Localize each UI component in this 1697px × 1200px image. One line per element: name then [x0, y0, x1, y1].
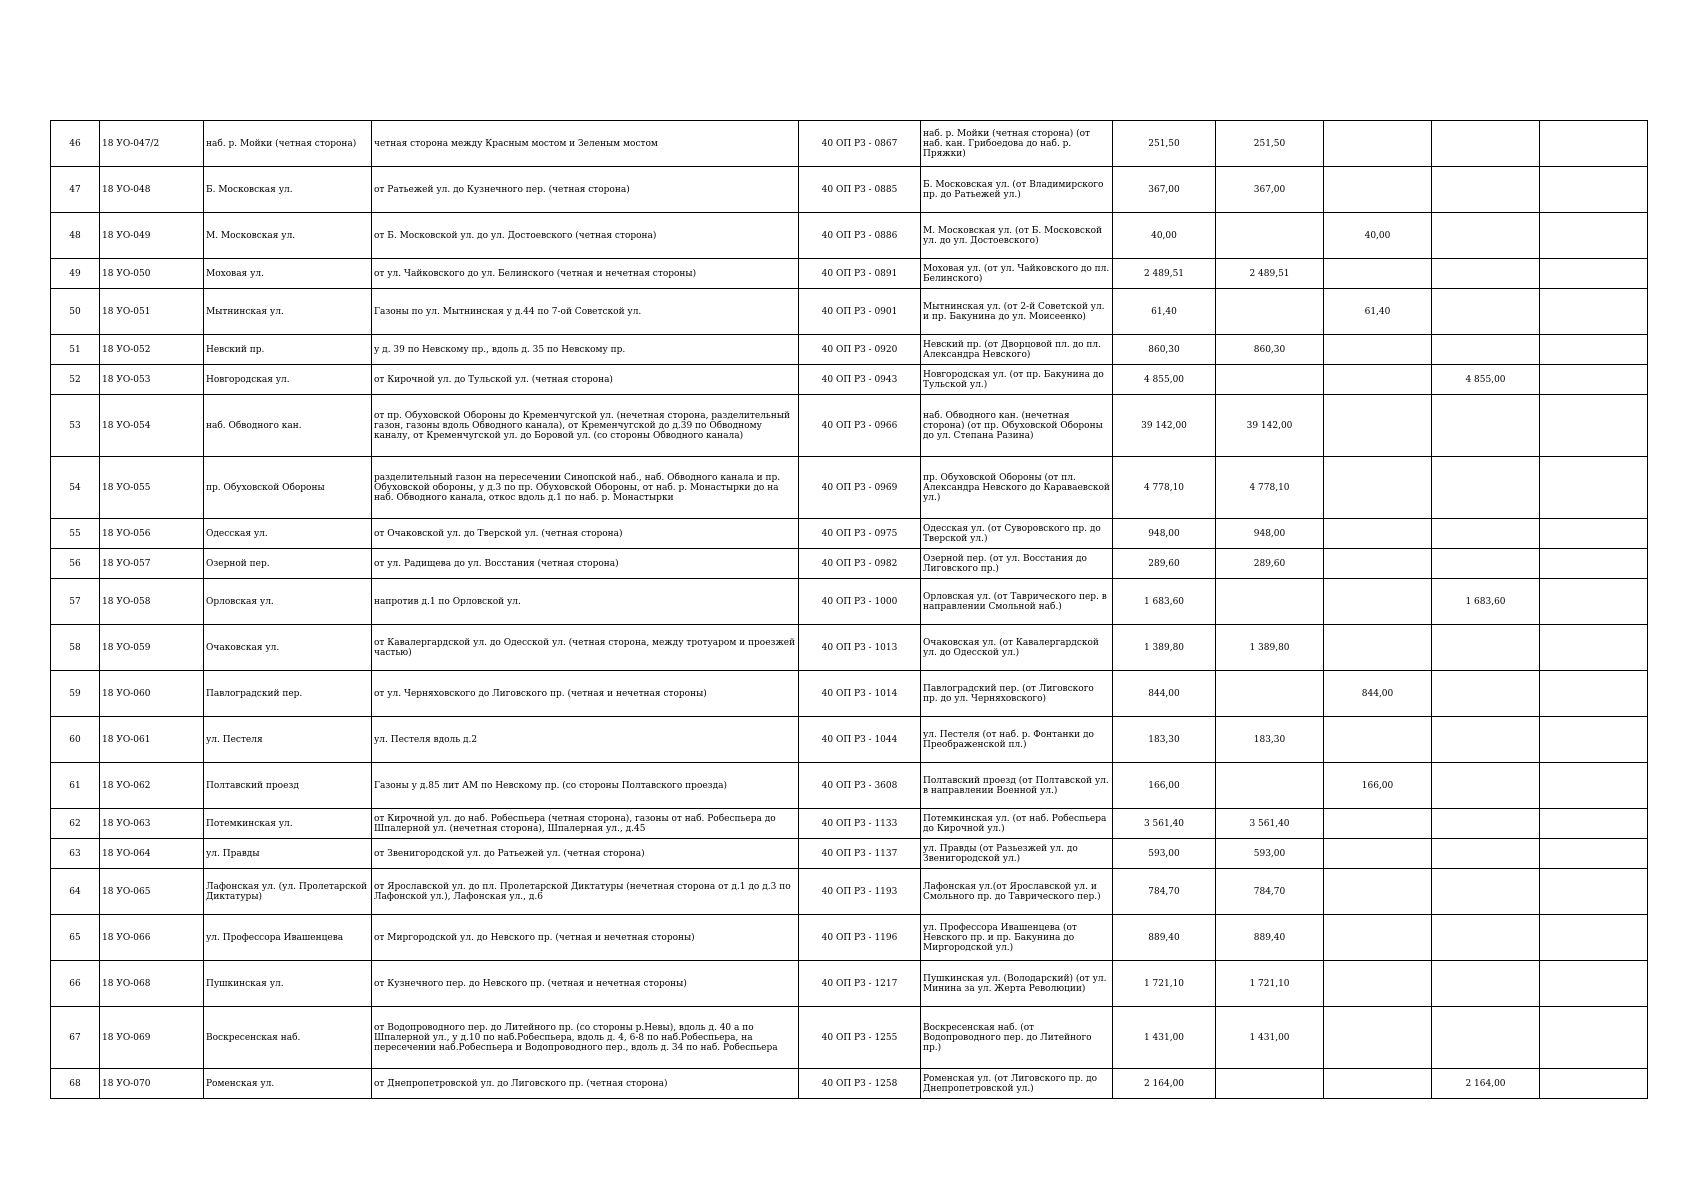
area-column-2-cell — [1324, 457, 1432, 519]
table-row — [51, 213, 1648, 259]
street-name-cell: Озерной пер. — [204, 549, 372, 579]
row-number-cell: 53 — [51, 395, 100, 457]
total-area-cell: 61,40 — [1113, 289, 1216, 335]
road-description-cell: Невский пр. (от Дворцовой пл. до пл. Александра Невского) — [921, 335, 1113, 365]
area-column-2-cell: 166,00 — [1324, 763, 1432, 809]
table-row — [51, 395, 1648, 457]
area-column-3-cell — [1432, 289, 1540, 335]
area-column-2-cell — [1324, 579, 1432, 625]
area-column-2-cell — [1324, 395, 1432, 457]
empty-column-cell — [1540, 1007, 1648, 1069]
table-row — [51, 961, 1648, 1007]
area-column-1-cell — [1216, 1069, 1324, 1099]
table-row — [51, 809, 1648, 839]
row-number-cell: 47 — [51, 167, 100, 213]
row-number-cell: 56 — [51, 549, 100, 579]
empty-column-cell — [1540, 839, 1648, 869]
total-area-cell: 784,70 — [1113, 869, 1216, 915]
object-code-cell: 18 УО-068 — [100, 961, 204, 1007]
row-number-cell: 58 — [51, 625, 100, 671]
object-code-cell: 18 УО-055 — [100, 457, 204, 519]
area-column-2-cell — [1324, 961, 1432, 1007]
empty-column-cell — [1540, 365, 1648, 395]
area-column-3-cell — [1432, 213, 1540, 259]
road-description-cell: Новгородская ул. (от пр. Бакунина до Тульской ул.) — [921, 365, 1113, 395]
street-name-cell: Мытнинская ул. — [204, 289, 372, 335]
street-name-cell: ул. Пестеля — [204, 717, 372, 763]
registry-number-cell: 40 ОП РЗ - 1196 — [799, 915, 921, 961]
location-description-cell: от Кавалергардской ул. до Одесской ул. (четная сторона, между тротуаром и проезжей частью) — [372, 625, 799, 671]
street-name-cell: М. Московская ул. — [204, 213, 372, 259]
row-number-cell: 57 — [51, 579, 100, 625]
table-row — [51, 167, 1648, 213]
area-column-1-cell: 860,30 — [1216, 335, 1324, 365]
registry-number-cell: 40 ОП РЗ - 1258 — [799, 1069, 921, 1099]
table-row — [51, 519, 1648, 549]
area-column-1-cell: 39 142,00 — [1216, 395, 1324, 457]
registry-number-cell: 40 ОП РЗ - 0920 — [799, 335, 921, 365]
empty-column-cell — [1540, 869, 1648, 915]
street-name-cell: Пушкинская ул. — [204, 961, 372, 1007]
area-column-3-cell — [1432, 839, 1540, 869]
street-name-cell: Потемкинская ул. — [204, 809, 372, 839]
table-row — [51, 549, 1648, 579]
total-area-cell: 1 683,60 — [1113, 579, 1216, 625]
empty-column-cell — [1540, 213, 1648, 259]
location-description-cell: от Кирочной ул. до Тульской ул. (четная сторона) — [372, 365, 799, 395]
location-description-cell: у д. 39 по Невскому пр., вдоль д. 35 по Невскому пр. — [372, 335, 799, 365]
location-description-cell: от ул. Черняховского до Лиговского пр. (четная и нечетная стороны) — [372, 671, 799, 717]
table-row — [51, 869, 1648, 915]
object-code-cell: 18 УО-058 — [100, 579, 204, 625]
registry-number-cell: 40 ОП РЗ - 0901 — [799, 289, 921, 335]
area-column-3-cell — [1432, 869, 1540, 915]
location-description-cell: разделительный газон на пересечении Синопской наб., наб. Обводного канала и пр. Обуховской обороны, у д.3 по пр. Обуховской Обороны, от наб. р. Монастырки до на наб. Обводного канала, откос вдоль д.1 по наб. р. Монастырки — [372, 457, 799, 519]
row-number-cell: 49 — [51, 259, 100, 289]
object-code-cell: 18 УО-059 — [100, 625, 204, 671]
empty-column-cell — [1540, 289, 1648, 335]
area-column-2-cell — [1324, 519, 1432, 549]
row-number-cell: 61 — [51, 763, 100, 809]
registry-number-cell: 40 ОП РЗ - 0891 — [799, 259, 921, 289]
road-description-cell: Одесская ул. (от Суворовского пр. до Тверской ул.) — [921, 519, 1113, 549]
road-description-cell: Озерной пер. (от ул. Восстания до Лиговского пр.) — [921, 549, 1113, 579]
registry-number-cell: 40 ОП РЗ - 0966 — [799, 395, 921, 457]
area-column-1-cell: 183,30 — [1216, 717, 1324, 763]
total-area-cell: 40,00 — [1113, 213, 1216, 259]
empty-column-cell — [1540, 519, 1648, 549]
empty-column-cell — [1540, 335, 1648, 365]
table-row — [51, 915, 1648, 961]
area-column-2-cell — [1324, 259, 1432, 289]
area-column-3-cell — [1432, 717, 1540, 763]
registry-number-cell: 40 ОП РЗ - 1014 — [799, 671, 921, 717]
empty-column-cell — [1540, 167, 1648, 213]
area-column-2-cell — [1324, 625, 1432, 671]
road-description-cell: Б. Московская ул. (от Владимирского пр. до Ратьежей ул.) — [921, 167, 1113, 213]
total-area-cell: 251,50 — [1113, 121, 1216, 167]
road-description-cell: Полтавский проезд (от Полтавской ул. в направлении Военной ул.) — [921, 763, 1113, 809]
road-description-cell: Пушкинская ул. (Володарский) (от ул. Минина за ул. Жерта Революции) — [921, 961, 1113, 1007]
empty-column-cell — [1540, 579, 1648, 625]
total-area-cell: 166,00 — [1113, 763, 1216, 809]
area-column-2-cell — [1324, 809, 1432, 839]
street-name-cell: Роменская ул. — [204, 1069, 372, 1099]
area-column-1-cell — [1216, 365, 1324, 395]
area-column-3-cell — [1432, 961, 1540, 1007]
area-column-3-cell — [1432, 121, 1540, 167]
row-number-cell: 51 — [51, 335, 100, 365]
area-column-3-cell — [1432, 625, 1540, 671]
area-column-3-cell — [1432, 259, 1540, 289]
location-description-cell: от Водопроводного пер. до Литейного пр. (со стороны р.Невы), вдоль д. 40 а по Шпалерной ул., у д.10 по наб.Робеспьера, вдоль д. 4, 6-8 по наб.Робеспьера, на пересечении наб.Робеспьера и Водопроводного пер., вдоль д. 34 по наб. Робеспьера — [372, 1007, 799, 1069]
empty-column-cell — [1540, 763, 1648, 809]
area-column-3-cell — [1432, 915, 1540, 961]
object-code-cell: 18 УО-054 — [100, 395, 204, 457]
area-column-2-cell — [1324, 869, 1432, 915]
registry-number-cell: 40 ОП РЗ - 1133 — [799, 809, 921, 839]
road-description-cell: Лафонская ул.(от Ярославской ул. и Смольного пр. до Таврического пер.) — [921, 869, 1113, 915]
street-name-cell: Лафонская ул. (ул. Пролетарской Диктатуры) — [204, 869, 372, 915]
street-name-cell: Новгородская ул. — [204, 365, 372, 395]
street-name-cell: ул. Профессора Ивашенцева — [204, 915, 372, 961]
object-code-cell: 18 УО-065 — [100, 869, 204, 915]
object-code-cell: 18 УО-066 — [100, 915, 204, 961]
area-column-2-cell: 844,00 — [1324, 671, 1432, 717]
total-area-cell: 2 489,51 — [1113, 259, 1216, 289]
table-row — [51, 1069, 1648, 1099]
object-code-cell: 18 УО-050 — [100, 259, 204, 289]
registry-number-cell: 40 ОП РЗ - 3608 — [799, 763, 921, 809]
empty-column-cell — [1540, 1069, 1648, 1099]
area-column-1-cell — [1216, 763, 1324, 809]
row-number-cell: 64 — [51, 869, 100, 915]
area-column-3-cell — [1432, 671, 1540, 717]
road-description-cell: Воскресенская наб. (от Водопроводного пер. до Литейного пр.) — [921, 1007, 1113, 1069]
row-number-cell: 60 — [51, 717, 100, 763]
empty-column-cell — [1540, 625, 1648, 671]
object-code-cell: 18 УО-057 — [100, 549, 204, 579]
empty-column-cell — [1540, 457, 1648, 519]
registry-number-cell: 40 ОП РЗ - 0867 — [799, 121, 921, 167]
area-column-2-cell — [1324, 549, 1432, 579]
area-column-2-cell: 61,40 — [1324, 289, 1432, 335]
object-code-cell: 18 УО-063 — [100, 809, 204, 839]
road-description-cell: Роменская ул. (от Лиговского пр. до Днепропетровской ул.) — [921, 1069, 1113, 1099]
area-column-1-cell: 289,60 — [1216, 549, 1324, 579]
empty-column-cell — [1540, 259, 1648, 289]
area-column-1-cell: 1 431,00 — [1216, 1007, 1324, 1069]
street-name-cell: пр. Обуховской Обороны — [204, 457, 372, 519]
street-name-cell: Орловская ул. — [204, 579, 372, 625]
table-row — [51, 717, 1648, 763]
total-area-cell: 860,30 — [1113, 335, 1216, 365]
registry-number-cell: 40 ОП РЗ - 0943 — [799, 365, 921, 395]
object-code-cell: 18 УО-060 — [100, 671, 204, 717]
empty-column-cell — [1540, 809, 1648, 839]
location-description-cell: от Миргородской ул. до Невского пр. (четная и нечетная стороны) — [372, 915, 799, 961]
table-row — [51, 625, 1648, 671]
empty-column-cell — [1540, 717, 1648, 763]
registry-number-cell: 40 ОП РЗ - 1255 — [799, 1007, 921, 1069]
registry-table-body — [51, 121, 1648, 1099]
area-column-1-cell: 948,00 — [1216, 519, 1324, 549]
area-column-1-cell: 1 389,80 — [1216, 625, 1324, 671]
empty-column-cell — [1540, 961, 1648, 1007]
area-column-1-cell: 251,50 — [1216, 121, 1324, 167]
area-column-3-cell — [1432, 457, 1540, 519]
registry-number-cell: 40 ОП РЗ - 1137 — [799, 839, 921, 869]
location-description-cell: от Очаковской ул. до Тверской ул. (четная сторона) — [372, 519, 799, 549]
total-area-cell: 183,30 — [1113, 717, 1216, 763]
area-column-2-cell: 40,00 — [1324, 213, 1432, 259]
registry-number-cell: 40 ОП РЗ - 1044 — [799, 717, 921, 763]
row-number-cell: 52 — [51, 365, 100, 395]
row-number-cell: 67 — [51, 1007, 100, 1069]
row-number-cell: 62 — [51, 809, 100, 839]
total-area-cell: 1 431,00 — [1113, 1007, 1216, 1069]
area-column-1-cell: 367,00 — [1216, 167, 1324, 213]
registry-number-cell: 40 ОП РЗ - 1000 — [799, 579, 921, 625]
street-name-cell: Павлоградский пер. — [204, 671, 372, 717]
road-description-cell: М. Московская ул. (от Б. Московской ул. до ул. Достоевского) — [921, 213, 1113, 259]
empty-column-cell — [1540, 121, 1648, 167]
road-description-cell: Очаковская ул. (от Кавалергардской ул. до Одесской ул.) — [921, 625, 1113, 671]
street-name-cell: Воскресенская наб. — [204, 1007, 372, 1069]
total-area-cell: 948,00 — [1113, 519, 1216, 549]
empty-column-cell — [1540, 671, 1648, 717]
total-area-cell: 593,00 — [1113, 839, 1216, 869]
table-row — [51, 839, 1648, 869]
table-row — [51, 579, 1648, 625]
registry-number-cell: 40 ОП РЗ - 1013 — [799, 625, 921, 671]
empty-column-cell — [1540, 549, 1648, 579]
area-column-1-cell — [1216, 579, 1324, 625]
object-code-cell: 18 УО-049 — [100, 213, 204, 259]
total-area-cell: 889,40 — [1113, 915, 1216, 961]
table-row — [51, 457, 1648, 519]
registry-number-cell: 40 ОП РЗ - 0885 — [799, 167, 921, 213]
registry-table — [50, 120, 1648, 1099]
row-number-cell: 55 — [51, 519, 100, 549]
street-name-cell: Невский пр. — [204, 335, 372, 365]
table-row — [51, 671, 1648, 717]
location-description-cell: от ул. Радищева до ул. Восстания (четная сторона) — [372, 549, 799, 579]
total-area-cell: 3 561,40 — [1113, 809, 1216, 839]
location-description-cell: от Кирочной ул. до наб. Робеспьера (четная сторона), газоны от наб. Робеспьера до Шпалерной ул. (нечетная сторона), Шпалерная ул., д.45 — [372, 809, 799, 839]
registry-number-cell: 40 ОП РЗ - 1217 — [799, 961, 921, 1007]
row-number-cell: 54 — [51, 457, 100, 519]
row-number-cell: 46 — [51, 121, 100, 167]
object-code-cell: 18 УО-069 — [100, 1007, 204, 1069]
area-column-1-cell: 784,70 — [1216, 869, 1324, 915]
row-number-cell: 59 — [51, 671, 100, 717]
location-description-cell: от Ратьежей ул. до Кузнечного пер. (четная сторона) — [372, 167, 799, 213]
road-description-cell: пр. Обуховской Обороны (от пл. Александра Невского до Каравaевской ул.) — [921, 457, 1113, 519]
object-code-cell: 18 УО-053 — [100, 365, 204, 395]
total-area-cell: 39 142,00 — [1113, 395, 1216, 457]
table-row — [51, 289, 1648, 335]
street-name-cell: наб. р. Мойки (четная сторона) — [204, 121, 372, 167]
empty-column-cell — [1540, 915, 1648, 961]
road-description-cell: Мытнинская ул. (от 2-й Советской ул. и пр. Бакунина до ул. Моисеенко) — [921, 289, 1113, 335]
location-description-cell: от ул. Чайковского до ул. Белинского (четная и нечетная стороны) — [372, 259, 799, 289]
location-description-cell: Газоны у д.85 лит АМ по Невскому пр. (со стороны Полтавского проезда) — [372, 763, 799, 809]
total-area-cell: 4 778,10 — [1113, 457, 1216, 519]
object-code-cell: 18 УО-047/2 — [100, 121, 204, 167]
object-code-cell: 18 УО-061 — [100, 717, 204, 763]
row-number-cell: 50 — [51, 289, 100, 335]
table-row — [51, 121, 1648, 167]
area-column-1-cell: 4 778,10 — [1216, 457, 1324, 519]
total-area-cell: 289,60 — [1113, 549, 1216, 579]
street-name-cell: Очаковская ул. — [204, 625, 372, 671]
area-column-2-cell — [1324, 1069, 1432, 1099]
registry-number-cell: 40 ОП РЗ - 0886 — [799, 213, 921, 259]
road-description-cell: ул. Правды (от Разьезжей ул. до Звенигородской ул.) — [921, 839, 1113, 869]
row-number-cell: 65 — [51, 915, 100, 961]
area-column-3-cell — [1432, 549, 1540, 579]
registry-number-cell: 40 ОП РЗ - 0975 — [799, 519, 921, 549]
road-description-cell: наб. р. Мойки (четная сторона) (от наб. кан. Грибоедова до наб. р. Пряжки) — [921, 121, 1113, 167]
area-column-3-cell — [1432, 1007, 1540, 1069]
area-column-3-cell — [1432, 167, 1540, 213]
empty-column-cell — [1540, 395, 1648, 457]
location-description-cell: от Звенигородской ул. до Ратьежей ул. (четная сторона) — [372, 839, 799, 869]
street-name-cell: наб. Обводного кан. — [204, 395, 372, 457]
area-column-1-cell — [1216, 671, 1324, 717]
area-column-1-cell — [1216, 213, 1324, 259]
table-row — [51, 259, 1648, 289]
table-row — [51, 365, 1648, 395]
object-code-cell: 18 УО-062 — [100, 763, 204, 809]
area-column-1-cell: 1 721,10 — [1216, 961, 1324, 1007]
object-code-cell: 18 УО-051 — [100, 289, 204, 335]
area-column-1-cell: 2 489,51 — [1216, 259, 1324, 289]
area-column-1-cell: 889,40 — [1216, 915, 1324, 961]
area-column-2-cell — [1324, 167, 1432, 213]
area-column-1-cell: 3 561,40 — [1216, 809, 1324, 839]
registry-number-cell: 40 ОП РЗ - 0982 — [799, 549, 921, 579]
location-description-cell: напротив д.1 по Орловской ул. — [372, 579, 799, 625]
total-area-cell: 1 389,80 — [1113, 625, 1216, 671]
area-column-2-cell — [1324, 717, 1432, 763]
object-code-cell: 18 УО-064 — [100, 839, 204, 869]
area-column-1-cell — [1216, 289, 1324, 335]
area-column-1-cell: 593,00 — [1216, 839, 1324, 869]
table-row — [51, 1007, 1648, 1069]
road-description-cell: Потемкинская ул. (от наб. Робеспьера до Кирочной ул.) — [921, 809, 1113, 839]
area-column-2-cell — [1324, 365, 1432, 395]
area-column-2-cell — [1324, 915, 1432, 961]
total-area-cell: 2 164,00 — [1113, 1069, 1216, 1099]
location-description-cell: ул. Пестеля вдоль д.2 — [372, 717, 799, 763]
area-column-3-cell: 2 164,00 — [1432, 1069, 1540, 1099]
road-description-cell: Павлоградский пер. (от Лиговского пр. до ул. Черняховского) — [921, 671, 1113, 717]
area-column-2-cell — [1324, 839, 1432, 869]
object-code-cell: 18 УО-070 — [100, 1069, 204, 1099]
street-name-cell: Б. Московская ул. — [204, 167, 372, 213]
area-column-2-cell — [1324, 121, 1432, 167]
road-description-cell: Орловская ул. (от Таврического пер. в направлении Смольной наб.) — [921, 579, 1113, 625]
location-description-cell: от Ярославской ул. до пл. Пролетарской Диктатуры (нечетная сторона от д.1 до д.3 по Лафонской ул.), Лафонская ул., д.6 — [372, 869, 799, 915]
row-number-cell: 66 — [51, 961, 100, 1007]
object-code-cell: 18 УО-048 — [100, 167, 204, 213]
total-area-cell: 1 721,10 — [1113, 961, 1216, 1007]
area-column-3-cell — [1432, 395, 1540, 457]
document-sheet — [50, 120, 1647, 1099]
row-number-cell: 48 — [51, 213, 100, 259]
table-row — [51, 335, 1648, 365]
area-column-2-cell — [1324, 335, 1432, 365]
location-description-cell: от Днепропетровской ул. до Лиговского пр. (четная сторона) — [372, 1069, 799, 1099]
total-area-cell: 367,00 — [1113, 167, 1216, 213]
area-column-3-cell — [1432, 763, 1540, 809]
street-name-cell: Моховая ул. — [204, 259, 372, 289]
area-column-3-cell: 4 855,00 — [1432, 365, 1540, 395]
street-name-cell: Полтавский проезд — [204, 763, 372, 809]
road-description-cell: Моховая ул. (от ул. Чайковского до пл. Белинского) — [921, 259, 1113, 289]
object-code-cell: 18 УО-056 — [100, 519, 204, 549]
area-column-2-cell — [1324, 1007, 1432, 1069]
location-description-cell: от пр. Обуховской Обороны до Кременчугской ул. (нечетная сторона, разделительный газон, газоны вдоль Обводного канала), от Кременчугской до д.39 по Обводному каналу, от Кременчугской ул. до Боровой ул. (со стороны Обводного канала) — [372, 395, 799, 457]
road-description-cell: ул. Пестеля (от наб. р. Фонтанки до Преображенской пл.) — [921, 717, 1113, 763]
location-description-cell: от Б. Московской ул. до ул. Достоевского (четная сторона) — [372, 213, 799, 259]
location-description-cell: от Кузнечного пер. до Невского пр. (четная и нечетная стороны) — [372, 961, 799, 1007]
area-column-3-cell — [1432, 809, 1540, 839]
object-code-cell: 18 УО-052 — [100, 335, 204, 365]
street-name-cell: Одесская ул. — [204, 519, 372, 549]
total-area-cell: 844,00 — [1113, 671, 1216, 717]
table-row — [51, 763, 1648, 809]
row-number-cell: 63 — [51, 839, 100, 869]
area-column-3-cell: 1 683,60 — [1432, 579, 1540, 625]
row-number-cell: 68 — [51, 1069, 100, 1099]
road-description-cell: наб. Обводного кан. (нечетная сторона) (от пр. Обуховской Обороны до ул. Степана Разина) — [921, 395, 1113, 457]
total-area-cell: 4 855,00 — [1113, 365, 1216, 395]
registry-number-cell: 40 ОП РЗ - 1193 — [799, 869, 921, 915]
location-description-cell: Газоны по ул. Мытнинская у д.44 по 7-ой Советской ул. — [372, 289, 799, 335]
road-description-cell: ул. Профессора Ивашенцева (от Невского пр. и пр. Бакунина до Миргородской ул.) — [921, 915, 1113, 961]
location-description-cell: четная сторона между Красным мостом и Зеленым мостом — [372, 121, 799, 167]
area-column-3-cell — [1432, 335, 1540, 365]
street-name-cell: ул. Правды — [204, 839, 372, 869]
registry-number-cell: 40 ОП РЗ - 0969 — [799, 457, 921, 519]
area-column-3-cell — [1432, 519, 1540, 549]
